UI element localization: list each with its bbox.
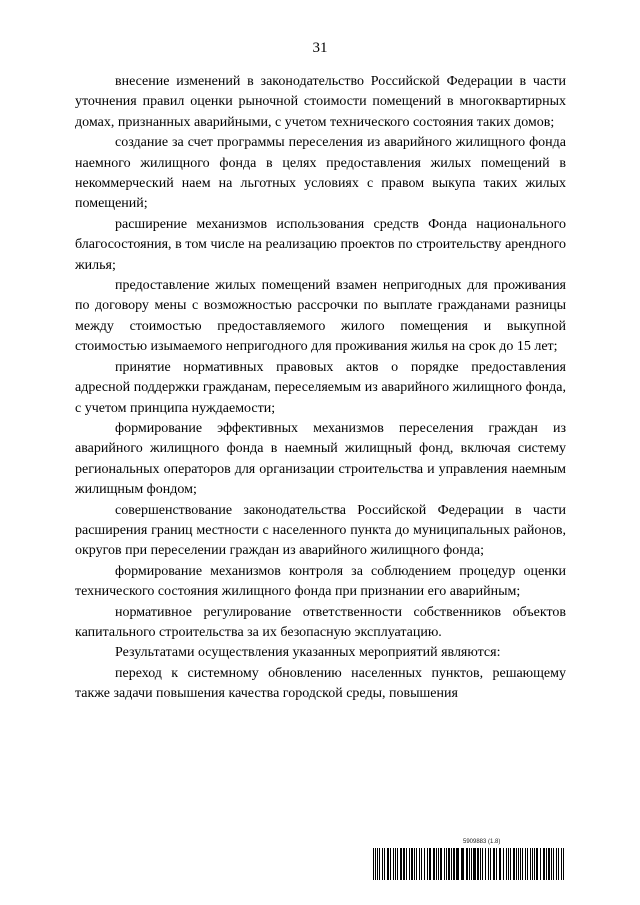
- page-number: 31: [312, 40, 328, 56]
- barcode-icon: [373, 848, 567, 880]
- paragraph: совершенствование законодательства Российской Федерации в части расширения границ местности с населенного пункта до муниципальных районов, округов при переселении граждан из аварийного жилищного фонда;: [75, 502, 566, 559]
- paragraph: создание за счет программы переселения из аварийного жилищного фонда наемного жилищного фонда в целях предоставления жилых помещений в некоммерческий наем на льготных условиях с правом выкупа таких жилых помещений;: [75, 135, 566, 212]
- paragraph: формирование эффективных механизмов переселения граждан из аварийного жилищного фонда в наемный жилищный фонд, включая систему региональных операторов для организации строительства и управления наемным жилищным фондом;: [75, 420, 566, 498]
- body-text: [75, 72, 566, 705]
- document-code: 5909883 (1.8): [463, 839, 501, 845]
- paragraph: формирование механизмов контроля за соблюдением процедур оценки технического состояния жилищного фонда при признании его аварийным;: [75, 563, 566, 600]
- paragraph: переход к системному обновлению населенных пунктов, решающему также задачи повышения качества городской среды, повышения: [75, 665, 566, 702]
- paragraph: Результатами осуществления указанных мероприятий являются:: [115, 645, 501, 661]
- paragraph: нормативное регулирование ответственности собственников объектов капитального строительства за их безопасную эксплуатацию.: [75, 604, 566, 640]
- paragraph: принятие нормативных правовых актов о порядке предоставления адресной поддержки гражданам, переселяемым из аварийного жилищного фонда, с учетом принципа нуждаемости;: [75, 359, 566, 416]
- paragraph: расширение механизмов использования средств Фонда национального благосостояния, в том числе на реализацию проектов по строительству арендного жилья;: [75, 216, 566, 273]
- paragraph: предоставление жилых помещений взамен непригодных для проживания по договору мены с возможностью рассрочки по выплате гражданами разницы между стоимостью предоставляемого жилого помещения и выкупной стоимостью изымаемого непригодного для проживания жилья на срок до 15 лет;: [75, 278, 566, 355]
- paragraph: внесение изменений в законодательство Российской Федерации в части уточнения правил оценки рыночной стоимости помещений в многоквартирных домах, признанных аварийными, с учетом технического состояния таких домов;: [75, 74, 566, 130]
